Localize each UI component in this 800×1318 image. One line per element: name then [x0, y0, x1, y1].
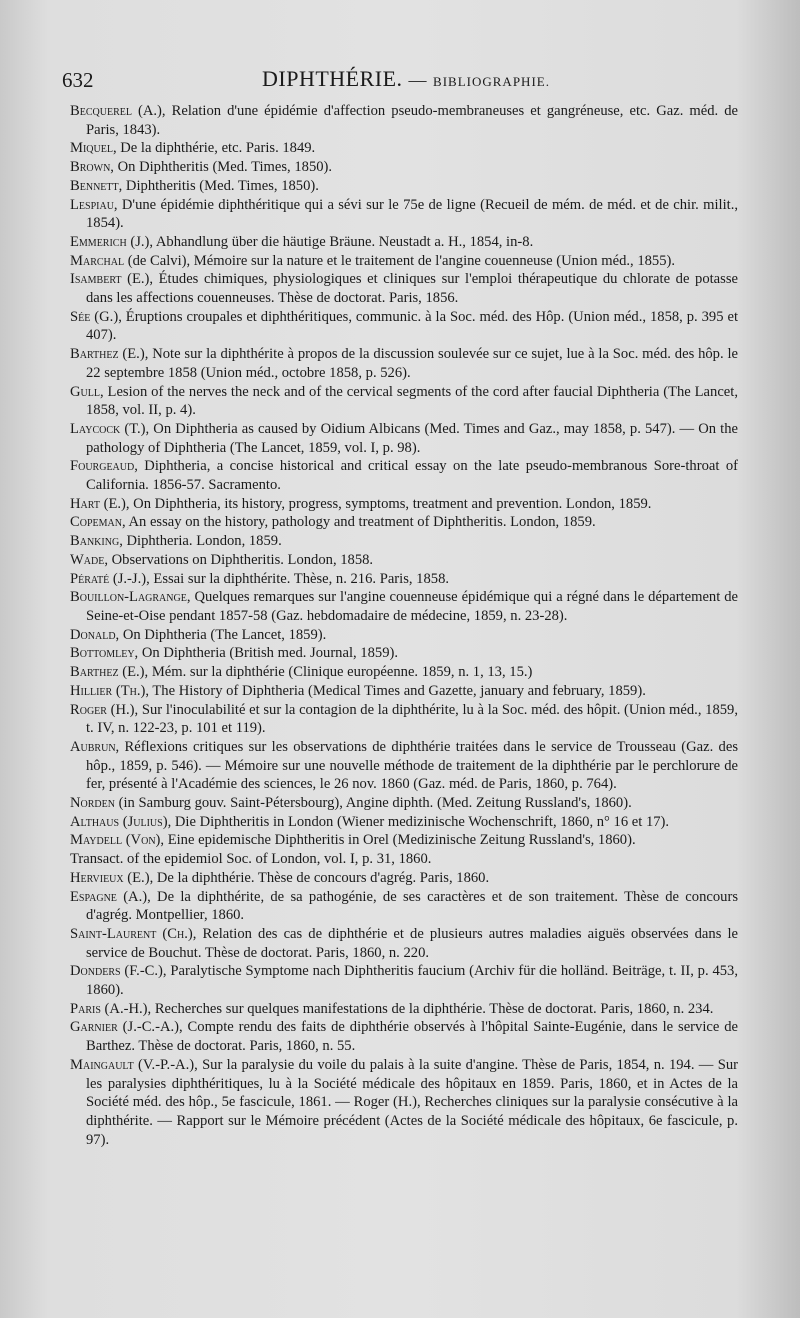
entry-text: , Réflexions critiques sur les observations de diphthérie traitées dans le service de Trousseau (Gaz. des hôp., 1859, p. 546). — Mémoire sur une nouvelle méthode de traitement de la diphthérie par le perchlorure de fer, présenté à l'Académie des sciences, le 26 nov. 1860 (Gaz. méd. de Paris, 1860, p. 764). — [86, 738, 738, 793]
entry-text: , Note sur la diphthérite à propos de la discussion soulevée sur ce sujet, lue à la Soc. méd. des hôp. le 22 septembre 1858 (Union méd., octobre 1858, p. 526). — [86, 346, 738, 381]
entry-text: , Compte rendu des faits de diphthérie observés à l'hôpital Sainte-Eugénie, dans le service de Barthez. Thèse de doctorat. Paris, 1860, n. 55. — [86, 1019, 739, 1055]
bibliography-entry — [70, 794, 738, 813]
bibliography-entry — [70, 383, 738, 420]
subtitle: BIBLIOGRAPHIE. — [433, 74, 550, 89]
entry-text: , Die Diphtheritis in London (Wiener medizinische Wochenschrift, 1860, n° 16 et 17). — [167, 813, 670, 830]
entry-text: , Diphtheritis (Med. Times, 1850). — [118, 177, 319, 194]
entry-text: , Diphtheria, a concise historical and critical essay on the late pseudo-membranous Sore-throat of California. 1856-57. Sacramento. — [86, 458, 738, 494]
bibliography-entry — [70, 869, 738, 888]
entry-text: , Relation d'une épidémie d'affection pseudo-membraneuses et gangréneuse, etc. Gaz. méd. de Paris, 1843). — [86, 103, 738, 138]
entry-author: Aubrun — [70, 738, 116, 755]
entry-text: , Mém. sur la diphthérie (Clinique européenne. 1859, n. 1, 13, 15.) — [144, 664, 533, 681]
entry-text: , On Diphtheria (British med. Journal, 1859). — [134, 645, 399, 662]
bibliography-entry — [70, 252, 738, 271]
entry-text: , De la diphthérie, etc. Paris. 1849. — [112, 140, 316, 157]
entry-text: (in Samburg gouv. Saint-Pétersbourg), Angine diphth. (Med. Zeitung Russland's, 1860). — [114, 795, 632, 812]
entry-author: Maingault (V.-P.-A.) — [70, 1056, 195, 1073]
entry-text: , Essai sur la diphthérite. Thèse, n. 216. Paris, 1858. — [146, 570, 450, 587]
entry-author: Gull — [70, 383, 100, 400]
entry-text: , Observations on Diphtheritis. London, 1858. — [104, 551, 374, 568]
bibliography-entry — [70, 196, 738, 233]
entry-author: Barthez (E.) — [70, 664, 145, 681]
entry-author: Isambert (E.) — [70, 271, 150, 288]
entry-author: Marchal — [70, 252, 125, 269]
entry-text: , D'une épidémie diphthéritique qui a sévi sur le 75e de ligne (Recueil de mém. de méd. et de chir. milit., 1854). — [86, 196, 738, 232]
entry-author: Laycock (T.) — [70, 420, 146, 437]
entry-author: Pératé (J.-J.) — [70, 570, 147, 587]
bibliography-entry — [70, 701, 738, 738]
bibliography-entry — [70, 738, 738, 794]
bibliography-entry — [70, 308, 738, 345]
entry-author: Bouillon-Lagrange — [70, 589, 187, 606]
entry-text: , De la diphthérite, de sa pathogénie, de ses caractères et de son traitement. Thèse de concours d'agrég. Montpellier, 1860. — [86, 888, 738, 924]
entry-text: , Eine epidemische Diphtheritis in Orel (Medizinische Zeitung Russland's, 1860). — [160, 832, 636, 849]
entry-text: , Sur l'inoculabilité et sur la contagion de la diphthérite, lu à la Soc. méd. des hôpit. (Union méd., 1859, t. IV, n. 122-23, p. 101 et 119). — [86, 701, 738, 737]
entry-text: , Abhandlung über die häutige Bräune. Neustadt a. H., 1854, in-8. — [149, 233, 534, 250]
bibliography-entry — [70, 962, 738, 999]
bibliography-entry — [70, 345, 738, 382]
bibliography-entry — [70, 850, 738, 869]
bibliography-entry — [70, 457, 738, 494]
entry-author: Emmerich (J.) — [70, 233, 150, 250]
entry-author: Maydell (Von) — [70, 832, 161, 849]
entry-author: Bennett — [70, 177, 119, 194]
entry-text: , On Diphtheritis (Med. Times, 1850). — [110, 159, 333, 176]
entry-text: , Diphtheria. London, 1859. — [119, 533, 282, 550]
bibliography-entry — [70, 270, 738, 307]
page-number: 632 — [62, 68, 94, 92]
bibliography-entry — [70, 682, 738, 701]
bibliography-list — [70, 102, 738, 1149]
entry-text: , An essay on the history, pathology and treatment of Diphtheritis. London, 1859. — [121, 514, 596, 531]
bibliography-entry — [70, 177, 738, 196]
entry-author: Hart (E.) — [70, 495, 126, 512]
bibliography-entry — [70, 570, 738, 589]
entry-author: Norden — [70, 795, 115, 812]
entry-author: Paris (A.-H.) — [70, 1000, 148, 1017]
bibliography-entry — [70, 513, 738, 532]
bibliography-entry — [70, 831, 738, 850]
page-header — [62, 66, 742, 96]
bibliography-entry — [70, 588, 738, 625]
title-dash: — — [408, 70, 428, 90]
entry-text: , Lesion of the nerves the neck and of the cervical segments of the cord after faucial Diphtheria (The Lancet, 1858, vol. II, p. 4). — [86, 383, 738, 419]
bibliography-entry — [70, 551, 738, 570]
entry-author: Miquel — [70, 140, 113, 157]
entry-author: Fourgeaud — [70, 458, 135, 475]
entry-author: Donald — [70, 626, 116, 643]
entry-text: , Relation des cas de diphthérie et de plusieurs autres maladies aiguës observées dans le service de Bouchut. Thèse de doctorat. Paris, 1860, n. 220. — [86, 925, 739, 961]
bibliography-entry — [70, 233, 738, 252]
bibliography-entry — [70, 813, 738, 832]
entry-author: Saint-Laurent (Ch.) — [70, 925, 193, 942]
entry-text: , De la diphthérie. Thèse de concours d'agrég. Paris, 1860. — [149, 869, 490, 886]
bibliography-entry — [70, 888, 738, 925]
bibliography-entry — [70, 495, 738, 514]
bibliography-entry — [70, 925, 738, 962]
bibliography-entry — [70, 139, 738, 158]
entry-text: , Quelques remarques sur l'angine couenneuse épidémique qui a régné dans le département de Seine-et-Oise pendant 1857-58 (Gaz. hebdomadaire de médecine, 1859, n. 23-28). — [86, 589, 738, 624]
entry-author: Sée (G.) — [70, 308, 119, 325]
entry-author: Roger (H.) — [70, 701, 135, 718]
bibliography-entry — [70, 644, 738, 663]
entry-author: Wade — [70, 551, 105, 568]
entry-text: Transact. of the epidemiol Soc. of London, vol. I, p. 31, 1860. — [70, 851, 432, 868]
bibliography-entry — [70, 1056, 738, 1150]
bibliography-entry — [70, 1000, 738, 1019]
entry-author: Banking — [70, 533, 120, 550]
entry-author: Barthez (E.) — [70, 346, 145, 363]
entry-author: Garnier (J.-C.-A.) — [70, 1019, 179, 1036]
entry-text: , On Diphtheria, its history, progress, symptoms, treatment and prevention. London, 1859. — [125, 495, 652, 512]
entry-text: , Recherches sur quelques manifestations de la diphthérie. Thèse de doctorat. Paris, 1860, n. 234. — [147, 1000, 714, 1017]
entry-text: , Études chimiques, physiologiques et cliniques sur l'emploi thérapeutique du chlorate de potasse dans les affections couenneuses. Thèse de doctorat. Paris, 1856. — [86, 271, 738, 307]
bibliography-entry — [70, 626, 738, 645]
entry-text: , Paralytische Symptome nach Diphtheritis faucium (Archiv für die holländ. Beiträge, t. II, p. 453, 1860). — [86, 963, 738, 999]
entry-author: Hillier (Th.) — [70, 682, 146, 699]
running-title — [262, 66, 550, 92]
title: DIPHTHÉRIE. — [262, 66, 403, 91]
entry-author: Donders (F.-C.) — [70, 963, 163, 980]
bibliography-entry — [70, 420, 738, 457]
entry-text: , Éruptions croupales et diphthéritiques, communic. à la Soc. méd. des Hôp. (Union méd., 1858, p. 395 et 407). — [86, 308, 738, 344]
bibliography-entry — [70, 663, 738, 682]
bibliography-entry — [70, 158, 738, 177]
entry-text: , Sur la paralysie du voile du palais à la suite d'angine. Thèse de Paris, 1854, n. 194. — Sur les paralysies diphthéritiques, lu à la Société médicale des hôpitaux en 1859. Paris, 1860, et in Actes de la Société méd. des hôp., 5e fascicule, 1861. — Roger (H.), Recherches cliniques sur la paralysie consécutive à la diphthérite. — Rapport sur le Mémoire précédent (Actes de la Société médicale des hôpitaux, 6e fascicule, p. 97). — [86, 1056, 738, 1148]
bibliography-entry — [70, 532, 738, 551]
entry-author: Becquerel (A.) — [70, 103, 162, 119]
entry-author: Althaus (Julius) — [70, 813, 168, 830]
entry-text: , On Diphtheria (The Lancet, 1859). — [115, 626, 327, 643]
bibliography-entry — [70, 1018, 738, 1055]
entry-author: Bottomley — [70, 645, 135, 662]
bibliography-entry — [70, 102, 738, 139]
entry-author: Brown — [70, 159, 111, 176]
entry-author: Hervieux (E.) — [70, 869, 150, 886]
entry-author: Lespiau — [70, 196, 114, 213]
entry-author: Espagne (A.) — [70, 888, 148, 905]
entry-text: , The History of Diphtheria (Medical Times and Gazette, january and february, 1859). — [145, 682, 646, 699]
entry-text: (de Calvi), Mémoire sur la nature et le traitement de l'angine couenneuse (Union méd., 1855). — [124, 252, 676, 269]
entry-author: Copeman — [70, 514, 122, 531]
entry-text: , On Diphtheria as caused by Oidium Albicans (Med. Times and Gaz., may 1858, p. 547). — On the pathology of Diphtheria (The Lancet, 1859, vol. I, p. 98). — [86, 420, 738, 456]
